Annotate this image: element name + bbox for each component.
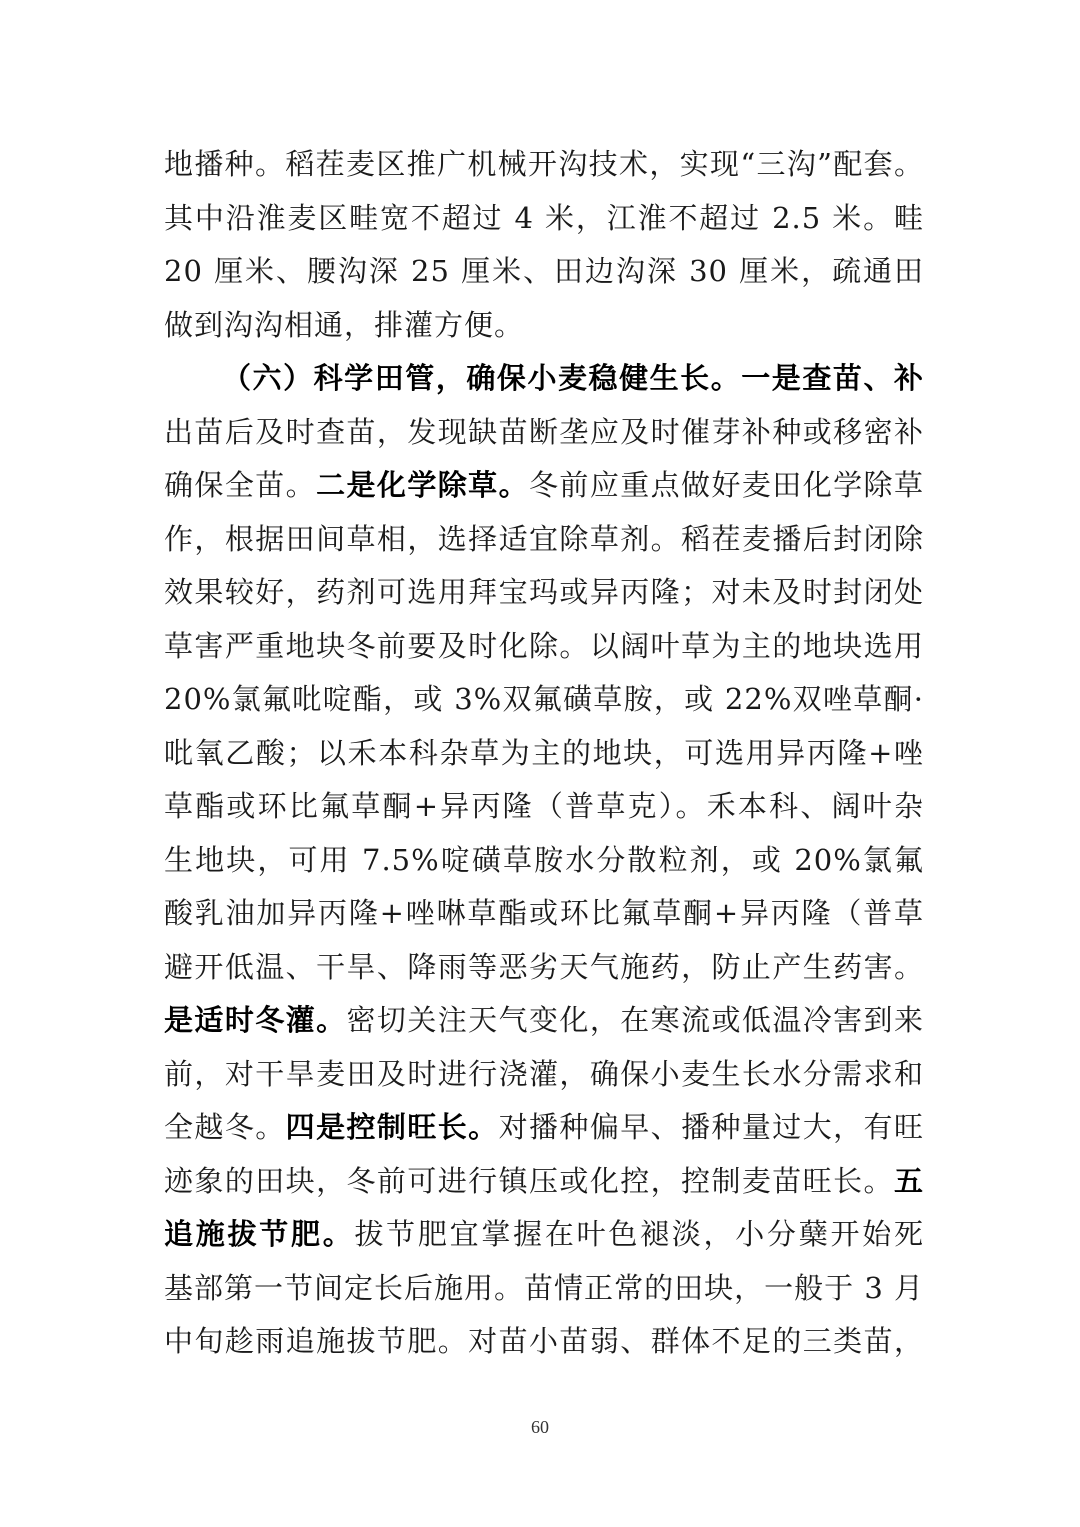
- text-segment: 20 厘米、腰沟深 25 厘米、田边沟深 30 厘米，疏通田: [164, 254, 924, 288]
- text-segment: 前，对干旱麦田及时进行浇灌，确保小麦生长水分需求和: [164, 1056, 924, 1091]
- text-segment: 草害严重地块冬前要及时化除。以阔叶草为主的地块选用: [164, 628, 924, 663]
- text-segment: 全越冬。: [164, 1110, 286, 1144]
- text-line: [164, 138, 924, 192]
- text-line: [164, 620, 924, 674]
- text-segment: 冬前应重点做好麦田化学除草: [528, 468, 924, 502]
- bold-text-segment: 追施拔节肥。: [164, 1217, 355, 1251]
- text-segment: 酸乳油加异丙隆+唑啉草酯或环比氟草酮+异丙隆（普草: [164, 896, 924, 930]
- text-segment: 草酯或环比氟草酮+异丙隆（普草克）。禾本科、阔叶杂: [164, 789, 924, 823]
- text-line: [164, 245, 924, 299]
- text-line: [164, 192, 924, 246]
- text-line: [164, 834, 924, 888]
- bold-text-segment: 二是化学除草。: [316, 468, 529, 502]
- text-segment: 生地块，可用 7.5%啶磺草胺水分散粒剂，或 20%氯氟: [164, 842, 924, 877]
- text-line: [164, 887, 924, 941]
- text-segment: 密切关注天气变化，在寒流或低温冷害到来: [346, 1003, 924, 1037]
- text-line: [164, 566, 924, 620]
- text-segment: 确保全苗。: [164, 468, 317, 502]
- text-segment: 地播种。稻茬麦区推广机械开沟技术，实现“三沟”配套。: [164, 147, 924, 181]
- bold-text-segment: （六）科学田管，确保小麦稳健生长。一是查苗、补: [222, 361, 924, 395]
- text-line: [164, 673, 924, 727]
- text-segment: 迹象的田块，冬前可进行镇压或化控，控制麦苗旺长。: [164, 1163, 894, 1198]
- text-line: [164, 727, 924, 781]
- bold-text-segment: 五: [893, 1163, 924, 1198]
- text-segment: 出苗后及时查苗，发现缺苗断垄应及时催芽补种或移密补: [164, 414, 924, 449]
- text-line: [164, 1101, 924, 1155]
- text-segment: 做到沟沟相通，排灌方便。: [164, 307, 525, 342]
- text-line: [164, 352, 924, 406]
- text-segment: 作，根据田间草相，选择适宜除草剂。稻茬麦播后封闭除: [164, 521, 924, 556]
- text-segment: 中旬趁雨追施拔节肥。对苗小苗弱、群体不足的三类苗，: [164, 1324, 924, 1358]
- text-segment: 其中沿淮麦区畦宽不超过 4 米，江淮不超过 2.5 米。畦: [164, 200, 924, 235]
- body-text: [164, 138, 924, 1369]
- text-line: [164, 406, 924, 460]
- text-segment: 效果较好，药剂可选用拜宝玛或异丙隆；对未及时封闭处: [164, 575, 924, 609]
- bold-text-segment: 是适时冬灌。: [164, 1003, 347, 1037]
- page-number: 60: [531, 1417, 549, 1437]
- text-segment: 基部第一节间定长后施用。苗情正常的田块，一般于 3 月: [164, 1270, 924, 1305]
- text-segment: 拔节肥宜掌握在叶色褪淡，小分蘖开始死: [354, 1217, 924, 1251]
- text-segment: 避开低温、干旱、降雨等恶劣天气施药，防止产生药害。: [164, 949, 924, 984]
- text-line: [164, 459, 924, 513]
- text-line: [164, 1262, 924, 1316]
- text-line: [164, 299, 924, 353]
- text-line: [164, 941, 924, 995]
- text-line: [164, 513, 924, 567]
- bold-text-segment: 四是控制旺长。: [285, 1110, 499, 1144]
- text-segment: 20%氯氟吡啶酯，或 3%双氟磺草胺，或 22%双唑草酮·: [164, 682, 924, 716]
- text-segment: 对播种偏早、播种量过大，有旺: [498, 1110, 924, 1144]
- text-line: [164, 1208, 924, 1262]
- text-line: [164, 1155, 924, 1209]
- text-line: [164, 1315, 924, 1369]
- text-line: [164, 994, 924, 1048]
- text-line: [164, 780, 924, 834]
- text-line: [164, 1048, 924, 1102]
- text-segment: 吡氧乙酸；以禾本科杂草为主的地块，可选用异丙隆+唑: [164, 735, 924, 770]
